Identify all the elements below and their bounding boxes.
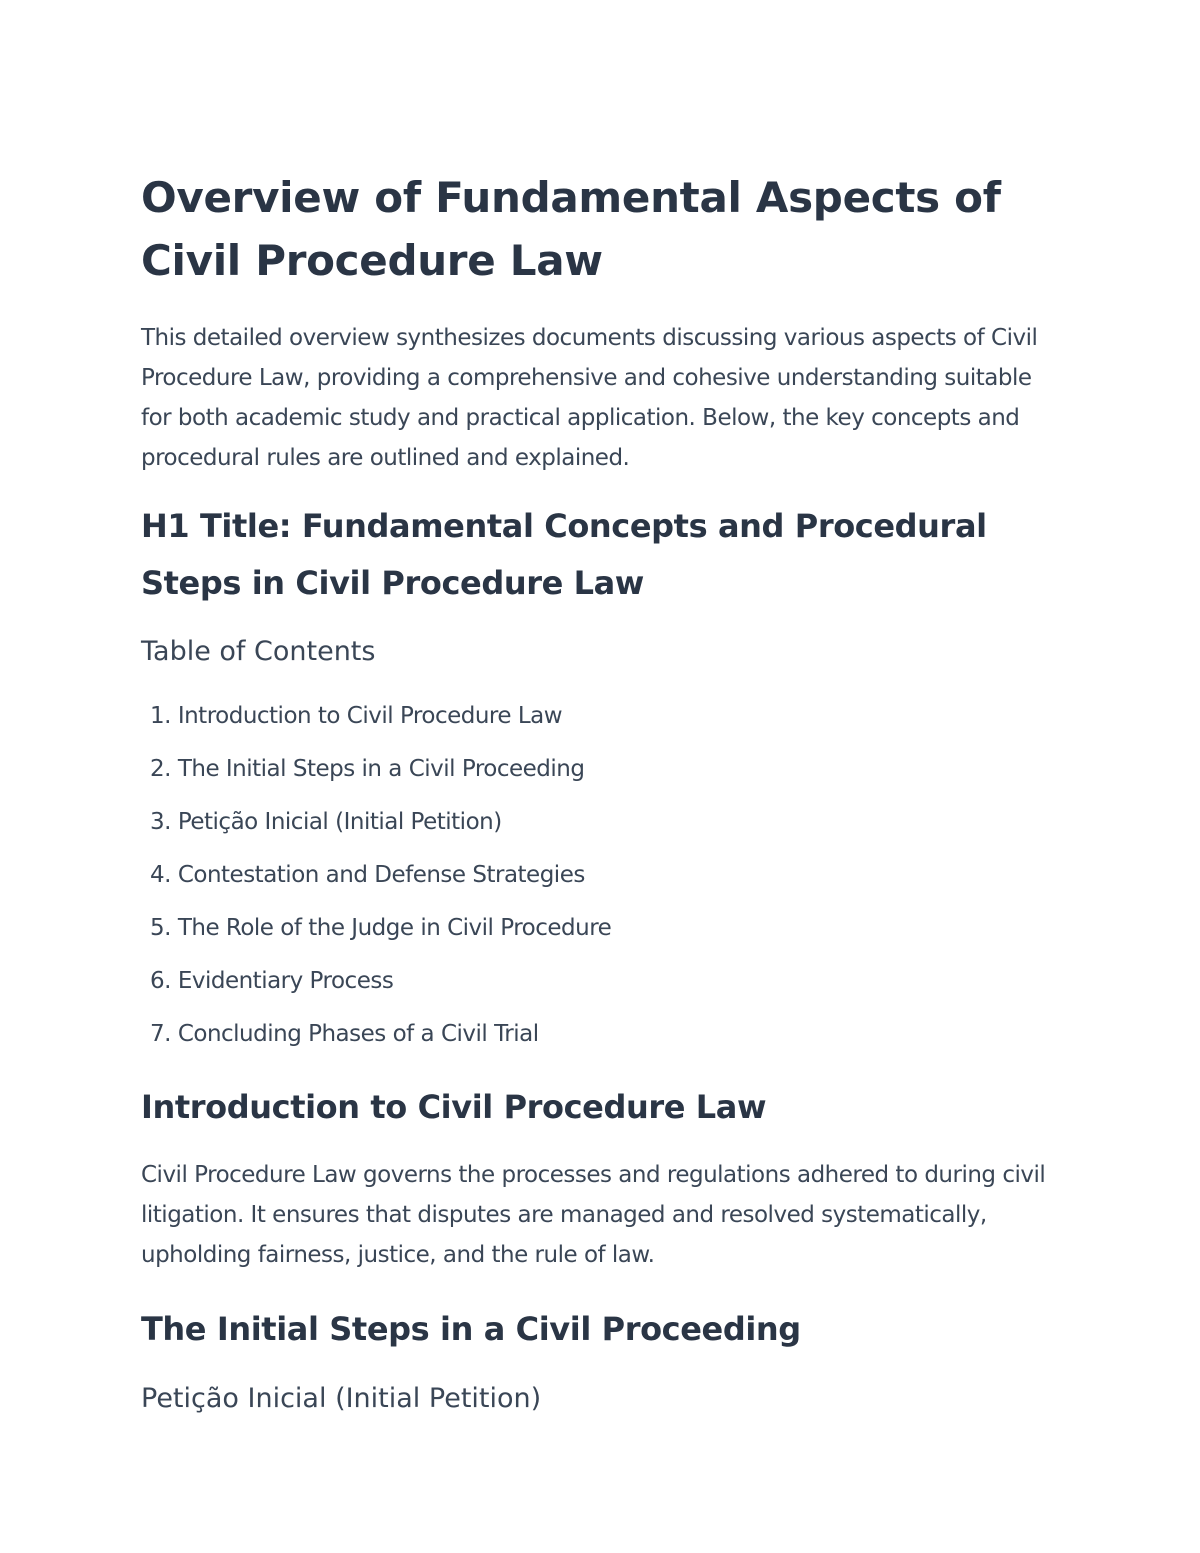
subheading-initial-petition: Petição Inicial (Initial Petition) <box>141 1383 542 1414</box>
h1-title-heading: H1 Title: Fundamental Concepts and Procedural Steps in Civil Procedure Law <box>141 507 987 602</box>
toc-item-label: The Role of the Judge in Civil Procedure <box>177 915 612 941</box>
toc-item-number: 6. <box>150 968 171 994</box>
toc-item-number: 5. <box>150 915 171 941</box>
section-heading-initial-steps: The Initial Steps in a Civil Proceeding <box>141 1310 801 1348</box>
toc-item-number: 1. <box>150 703 171 729</box>
section-body-introduction: Civil Procedure Law governs the processes and regulations adhered to during civil litigation. It ensures that disputes are managed and resolved systematically, upholding fairness, justice, and the rule of law. <box>141 1162 1046 1268</box>
toc-item[interactable] <box>141 690 1060 743</box>
toc-item-label: Evidentiary Process <box>177 968 394 994</box>
toc-item[interactable] <box>141 743 1060 796</box>
toc-item-label: Concluding Phases of a Civil Trial <box>177 1021 539 1047</box>
toc-item-label: Petição Inicial (Initial Petition) <box>177 809 502 835</box>
toc-item[interactable] <box>141 796 1060 849</box>
toc-item-number: 4. <box>150 862 171 888</box>
intro-paragraph: This detailed overview synthesizes documents discussing various aspects of Civil Procedure Law, providing a comprehensive and cohesive understanding suitable for both academic study and practical application. Below, the key concepts and procedural rules are outlined and explained. <box>141 325 1038 471</box>
toc-item-label: The Initial Steps in a Civil Proceeding <box>177 756 585 782</box>
toc-item[interactable] <box>141 955 1060 1008</box>
toc-item[interactable] <box>141 902 1060 955</box>
toc-item-number: 3. <box>150 809 171 835</box>
document-title: Overview of Fundamental Aspects of Civil Procedure Law <box>141 173 1001 285</box>
toc-item-label: Contestation and Defense Strategies <box>177 862 585 888</box>
toc-heading: Table of Contents <box>141 636 376 667</box>
table-of-contents <box>141 690 1060 1061</box>
toc-item-number: 2. <box>150 756 171 782</box>
toc-item-number: 7. <box>150 1021 171 1047</box>
toc-item-label: Introduction to Civil Procedure Law <box>177 703 563 729</box>
toc-item[interactable] <box>141 849 1060 902</box>
section-heading-introduction: Introduction to Civil Procedure Law <box>141 1088 767 1126</box>
toc-item[interactable] <box>141 1008 1060 1061</box>
